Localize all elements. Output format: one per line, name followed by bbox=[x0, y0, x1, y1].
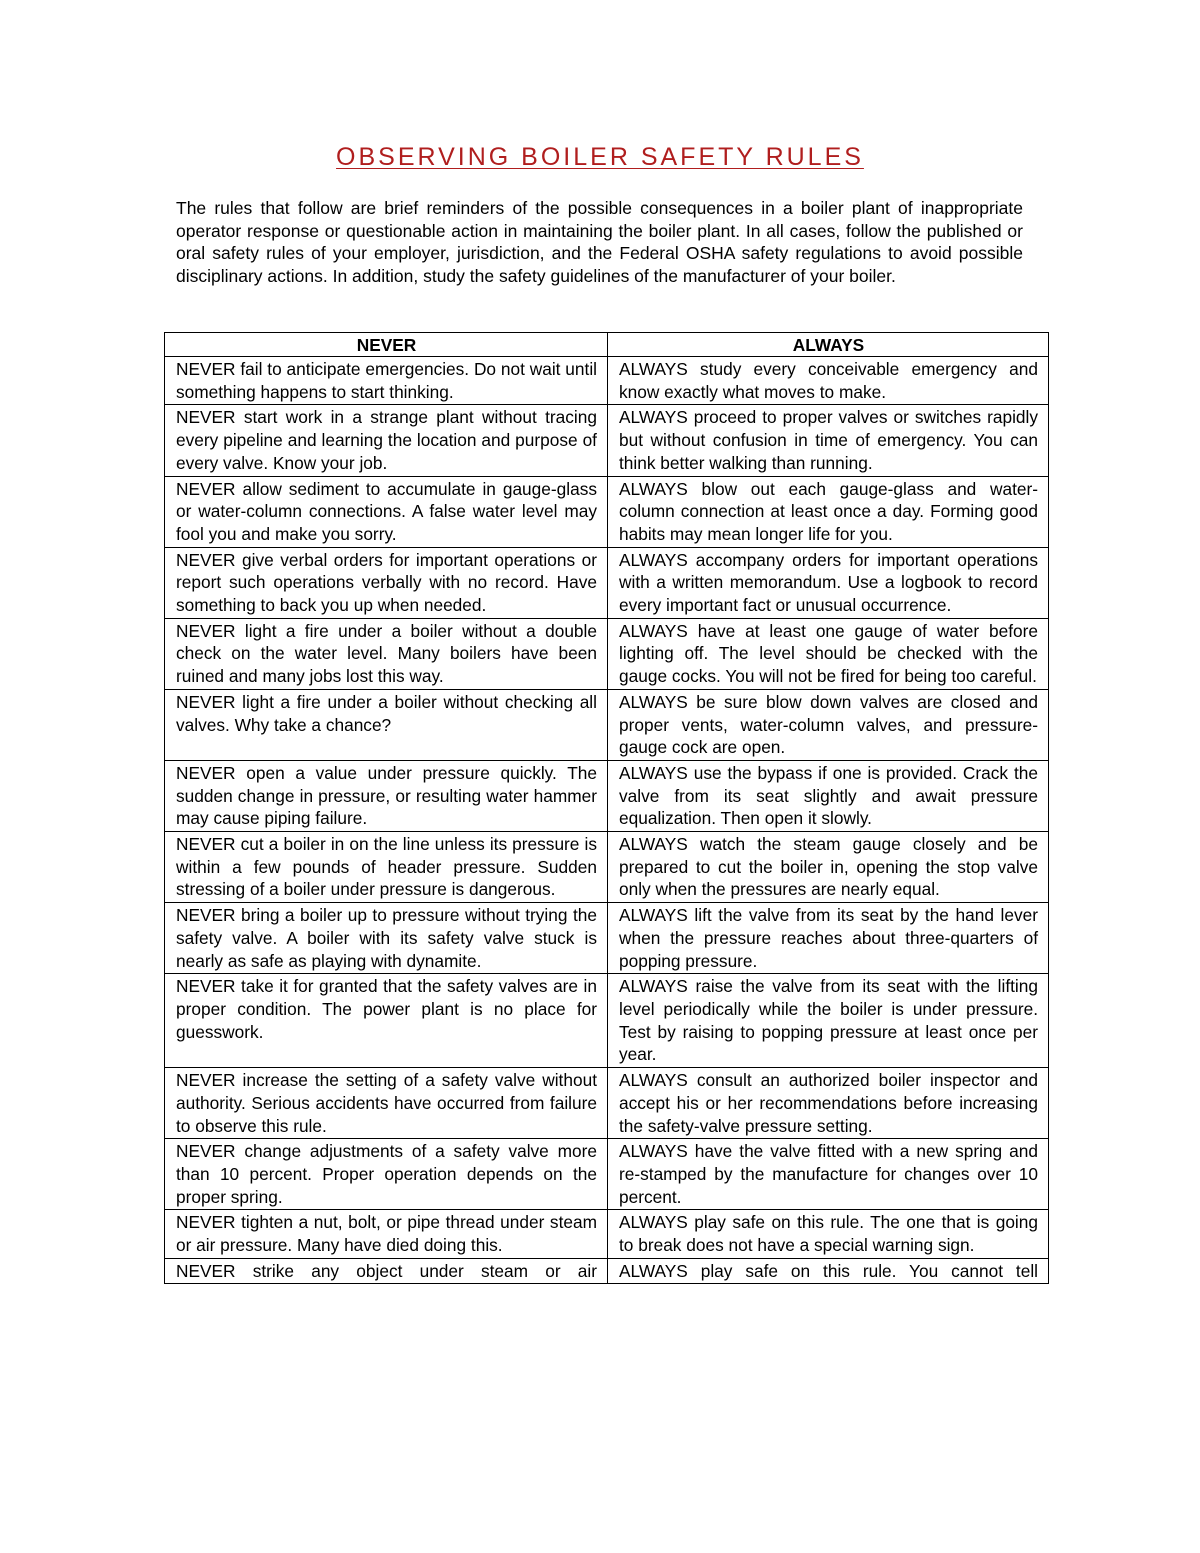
table-row bbox=[165, 689, 1049, 760]
table-header-row bbox=[165, 333, 1049, 357]
never-cell bbox=[165, 405, 608, 476]
never-cell bbox=[165, 1068, 608, 1139]
safety-rules-table bbox=[164, 332, 1049, 1284]
never-text: NEVER start work in a strange plant without tracing every pipeline and learning the location and purpose of every valve. Know your job. bbox=[176, 407, 597, 473]
table-row bbox=[165, 357, 1049, 405]
table-row bbox=[165, 760, 1049, 831]
never-text: NEVER allow sediment to accumulate in gauge-glass or water-column connections. A false water level may fool you and make you sorry. bbox=[176, 478, 597, 544]
table-row bbox=[165, 1068, 1049, 1139]
never-cell bbox=[165, 547, 608, 618]
table-row bbox=[165, 547, 1049, 618]
always-text: ALWAYS have the valve fitted with a new spring and re-stamped by the manufacture for changes over 10 percent. bbox=[619, 1141, 1038, 1207]
column-header-always: ALWAYS bbox=[608, 333, 1049, 357]
never-cell bbox=[165, 1210, 608, 1258]
always-text: ALWAYS study every conceivable emergency and know exactly what moves to make. bbox=[619, 359, 1038, 402]
always-cell bbox=[608, 357, 1049, 405]
never-cell bbox=[165, 760, 608, 831]
never-text: NEVER tighten a nut, bolt, or pipe thread under steam or air pressure. Many have died doing this. bbox=[176, 1212, 597, 1256]
always-text: ALWAYS blow out each gauge-glass and water-column connection at least once a day. Forming good habits may mean longer life for you. bbox=[619, 478, 1038, 544]
always-text: ALWAYS watch the steam gauge closely and be prepared to cut the boiler in, opening the stop valve only when the pressures are nearly equal. bbox=[619, 834, 1038, 900]
table-row bbox=[165, 832, 1049, 903]
never-text: NEVER fail to anticipate emergencies. Do not wait until something happens to start thinking. bbox=[176, 359, 597, 402]
always-cell bbox=[608, 405, 1049, 476]
never-text: NEVER change adjustments of a safety valve more than 10 percent. Proper operation depends on the proper spring. bbox=[176, 1141, 597, 1207]
always-cell bbox=[608, 974, 1049, 1068]
always-cell bbox=[608, 547, 1049, 618]
always-text: ALWAYS accompany orders for important operations with a written memorandum. Use a logbook to record every important fact or unusual occurrence. bbox=[619, 549, 1038, 616]
always-text: ALWAYS proceed to proper valves or switches rapidly but without confusion in time of emergency. You can think better walking than running. bbox=[619, 407, 1038, 473]
never-text: NEVER bring a boiler up to pressure without trying the safety valve. A boiler with its safety valve stuck is nearly as safe as playing with dynamite. bbox=[176, 905, 597, 971]
never-text: NEVER cut a boiler in on the line unless its pressure is within a few pounds of header pressure. Sudden stressing of a boiler under pressure is dangerous. bbox=[176, 834, 597, 900]
always-cell bbox=[608, 1068, 1049, 1139]
column-header-never: NEVER bbox=[165, 333, 608, 357]
never-cell bbox=[165, 903, 608, 974]
always-cell bbox=[608, 903, 1049, 974]
never-cell bbox=[165, 476, 608, 547]
always-cell bbox=[608, 760, 1049, 831]
always-cell bbox=[608, 618, 1049, 689]
always-text: ALWAYS have at least one gauge of water before lighting off. The level should be checked with the gauge cocks. You will not be fired for being too careful. bbox=[619, 620, 1038, 687]
never-cell bbox=[165, 974, 608, 1068]
document-title: OBSERVING BOILER SAFETY RULES bbox=[336, 143, 864, 171]
always-cell bbox=[608, 1258, 1049, 1283]
never-cell bbox=[165, 689, 608, 760]
always-cell bbox=[608, 1139, 1049, 1210]
never-text: NEVER give verbal orders for important operations or report such operations verbally with no record. Have something to back you up when needed. bbox=[176, 549, 597, 616]
table-row bbox=[165, 1210, 1049, 1258]
never-text: NEVER light a fire under a boiler without a double check on the water level. Many boilers have been ruined and many jobs lost this way. bbox=[176, 620, 597, 687]
never-cell bbox=[165, 618, 608, 689]
always-cell bbox=[608, 1210, 1049, 1258]
table-row bbox=[165, 974, 1049, 1068]
never-text: NEVER take it for granted that the safety valves are in proper condition. The power plant is no place for guesswork. bbox=[176, 976, 597, 1042]
never-text: NEVER open a value under pressure quickly. The sudden change in pressure, or resulting water hammer may cause piping failure. bbox=[176, 762, 597, 829]
always-text: ALWAYS play safe on this rule. You cannot tell bbox=[619, 1260, 1038, 1281]
table-row bbox=[165, 618, 1049, 689]
always-cell bbox=[608, 689, 1049, 760]
table-row bbox=[165, 1139, 1049, 1210]
never-cell bbox=[165, 357, 608, 405]
always-cell bbox=[608, 832, 1049, 903]
table-row bbox=[165, 405, 1049, 476]
always-text: ALWAYS play safe on this rule. The one that is going to break does not have a special warning sign. bbox=[619, 1212, 1038, 1256]
table-row bbox=[165, 1258, 1049, 1283]
always-cell bbox=[608, 476, 1049, 547]
table-row bbox=[165, 903, 1049, 974]
never-text: NEVER light a fire under a boiler without checking all valves. Why take a chance? bbox=[176, 691, 597, 735]
never-cell bbox=[165, 1258, 608, 1283]
always-text: ALWAYS use the bypass if one is provided. Crack the valve from its seat slightly and await pressure equalization. Then open it slowly. bbox=[619, 762, 1038, 829]
always-text: ALWAYS raise the valve from its seat with the lifting level periodically while the boiler is under pressure. Test by raising to popping pressure at least once per year. bbox=[619, 976, 1038, 1065]
always-text: ALWAYS consult an authorized boiler inspector and accept his or her recommendations before increasing the safety-valve pressure setting. bbox=[619, 1070, 1038, 1136]
always-text: ALWAYS lift the valve from its seat by the hand lever when the pressure reaches about three-quarters of popping pressure. bbox=[619, 905, 1038, 971]
table-row bbox=[165, 476, 1049, 547]
never-cell bbox=[165, 832, 608, 903]
never-text: NEVER strike any object under steam or air bbox=[176, 1260, 597, 1281]
always-text: ALWAYS be sure blow down valves are closed and proper vents, water-column valves, and pressure-gauge cock are open. bbox=[619, 691, 1038, 758]
never-text: NEVER increase the setting of a safety valve without authority. Serious accidents have occurred from failure to observe this rule. bbox=[176, 1070, 597, 1136]
never-cell bbox=[165, 1139, 608, 1210]
intro-paragraph: The rules that follow are brief reminders of the possible consequences in a boiler plant of inappropriate operator response or questionable action in maintaining the boiler plant. In all cases, follow the published or oral safety rules of your employer, jurisdiction, and the Federal OSHA safety regulations to avoid possible disciplinary actions. In addition, study the safety guidelines of the manufacturer of your boiler. bbox=[176, 198, 1023, 286]
